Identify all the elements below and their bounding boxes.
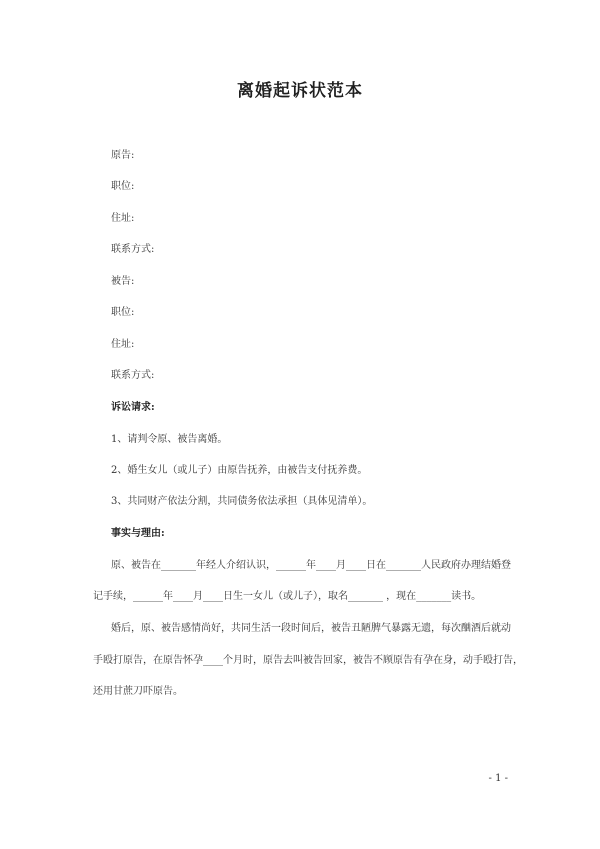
facts-line: 婚后，原、被告感情尚好，共同生活一段时间后，被告丑陋脾气暴露无遗，每次酗酒后就动 — [111, 623, 511, 634]
facts-heading: 事实与理由: — [111, 528, 165, 539]
facts-line: 手殴打原告，在原告怀孕____个月时，原告去叫被告回家，被告不顾原告有孕在身，动手殴打告， — [93, 655, 523, 666]
plaintiff-contact-label: 联系方式: — [111, 244, 155, 255]
page-number: - 1 - — [488, 773, 508, 784]
defendant-occupation-label: 职位: — [111, 307, 135, 318]
claim-item: 1、请判令原、被告离婚。 — [111, 434, 228, 445]
claims-heading: 诉讼请求: — [111, 402, 155, 413]
claim-item: 3、共同财产依法分割，共同债务依法承担（具体见清单）。 — [111, 496, 373, 507]
document-title: 离婚起诉状范本 — [237, 81, 363, 101]
plaintiff-name-label: 原告: — [111, 150, 135, 161]
facts-line: 记手续，______年____月____日生一女儿（或儿子），取名_______ ，现在_______读书。 — [93, 591, 482, 602]
facts-line: 还用甘蔗刀吓原告。 — [93, 686, 183, 697]
claim-item: 2、婚生女儿（或儿子）由原告抚养，由被告支付抚养费。 — [111, 465, 368, 476]
defendant-name-label: 被告: — [111, 276, 135, 287]
plaintiff-occupation-label: 职位: — [111, 181, 135, 192]
plaintiff-address-label: 住址: — [111, 213, 135, 224]
defendant-contact-label: 联系方式: — [111, 370, 155, 381]
facts-line: 原、被告在_______年经人介绍认识，______年____月____日在_______人民政府办理结婚登 — [111, 560, 511, 571]
defendant-address-label: 住址: — [111, 339, 135, 350]
